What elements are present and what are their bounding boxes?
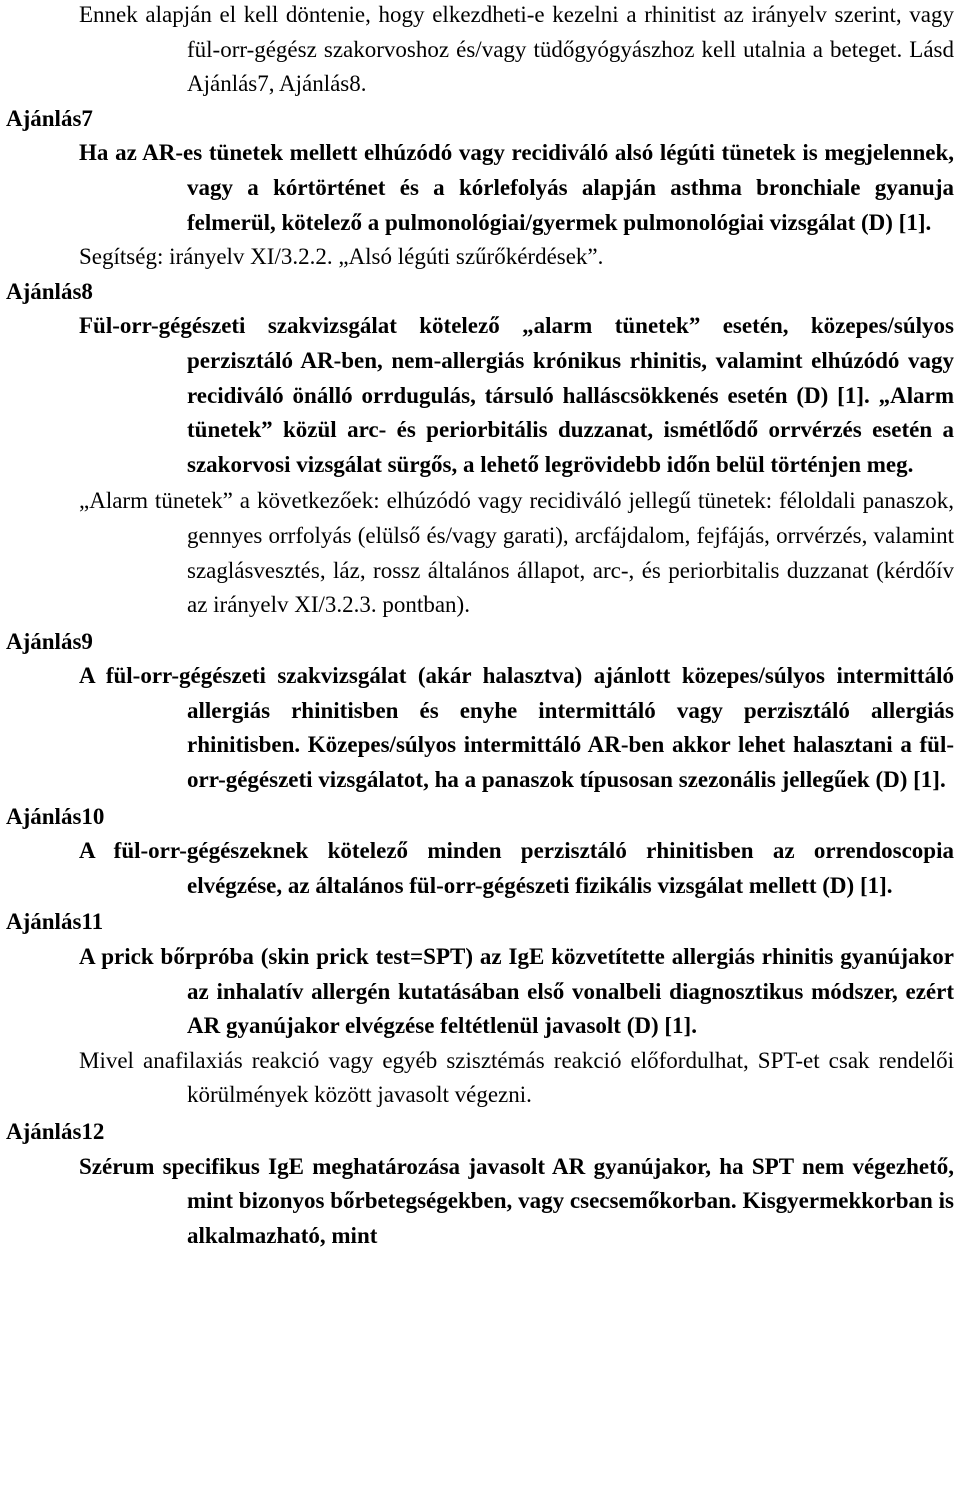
recommendation-7-text: Ha az AR-es tünetek mellett elhúzódó vagy recidiváló alsó légúti tünetek is megjelennek, vagy a kórtörténet és a kórlefolyás alapján asthma bronchiale gyanuja felmerül, kötelező a pulmonológiai/gyermek pulmonológiai vizsgálat (D) [1].: [79, 140, 954, 235]
recommendation-12-text: Szérum specifikus IgE meghatározása javasolt AR gyanújakor, ha SPT nem végezhető, mint bizonyos bőrbetegségekben, vagy csecsemőkorban. Kisgyermekkorban is alkalmazható, mint: [79, 1153, 954, 1248]
recommendation-8-text: Fül-orr-gégészeti szakvizsgálat kötelező „alarm tünetek” esetén, közepes/súlyos perzisztáló AR-ben, nem-allergiás krónikus rhinitis, valamint elhúzódó vagy recidiváló önálló orrdugulás, társuló halláscsökkenés esetén (D) [1]. „Alarm tünetek” közül arc- és periorbitális duzzanat, ismétlődő orrvérzés esetén a szakorvosi vizsgálat sürgős, a lehető legrövidebb időn belül történjen meg.: [79, 313, 954, 477]
recommendation-7-help-note: Segítség: irányelv XI/3.2.2. „Alsó légúti szűrőkérdések”.: [79, 244, 604, 270]
recommendation-10-text: A fül-orr-gégészeknek kötelező minden perzisztáló rhinitisben az orrendoscopia elvégzése, az általános fül-orr-gégészeti fizikális vizsgálat mellett (D) [1].: [79, 838, 954, 898]
recommendation-11-text: A prick bőrpróba (skin prick test=SPT) az IgE közvetítette allergiás rhinitis gyanújakor az inhalatív allergén kutatásában első vonalbeli diagnosztikus módszer, ezért AR gyanújakor elvégzése feltétlenül javasolt (D) [1].: [79, 944, 954, 1039]
recommendation-9-heading: Ajánlás9: [6, 628, 93, 654]
recommendation-10-heading: Ajánlás10: [6, 803, 105, 829]
recommendation-7-heading: Ajánlás7: [6, 105, 93, 131]
intro-paragraph: Ennek alapján el kell döntenie, hogy elkezdheti-e kezelni a rhinitist az irányelv szerint, vagy fül-orr-gégész szakorvoshoz és/vagy tüdőgyógyászhoz kell utalnia a beteget. Lásd Ajánlás7, Ajánlás8.: [79, 2, 954, 97]
recommendation-12-heading: Ajánlás12: [6, 1119, 105, 1144]
recommendation-11-heading: Ajánlás11: [6, 909, 104, 935]
anaphylaxis-note: Mivel anafilaxiás reakció vagy egyéb szisztémás reakció előfordulhat, SPT-et csak rendelői körülmények között javasolt végezni.: [79, 1047, 954, 1108]
alarm-symptoms-paragraph: „Alarm tünetek” a következőek: elhúzódó vagy recidiváló jellegű tünetek: féloldali panaszok, gennyes orrfolyás (elülső és/vagy garati), arcfájdalom, fejfájás, orrvérzés, valamint szaglásvesztés, láz, rossz általános állapot, arc-, és periorbitalis duzzanat (kérdőív az irányelv XI/3.2.3. pontban).: [79, 488, 954, 618]
recommendation-8-heading: Ajánlás8: [6, 278, 93, 304]
recommendation-9-text: A fül-orr-gégészeti szakvizsgálat (akár halasztva) ajánlott közepes/súlyos intermittáló allergiás rhinitisben és enyhe intermittáló vagy perzisztáló allergiás rhinitisben. Közepes/súlyos intermittáló AR-ben akkor lehet halasztani a fül-orr-gégészeti vizsgálatot, ha a panaszok típusosan szezonális jellegűek (D) [1].: [79, 663, 954, 793]
